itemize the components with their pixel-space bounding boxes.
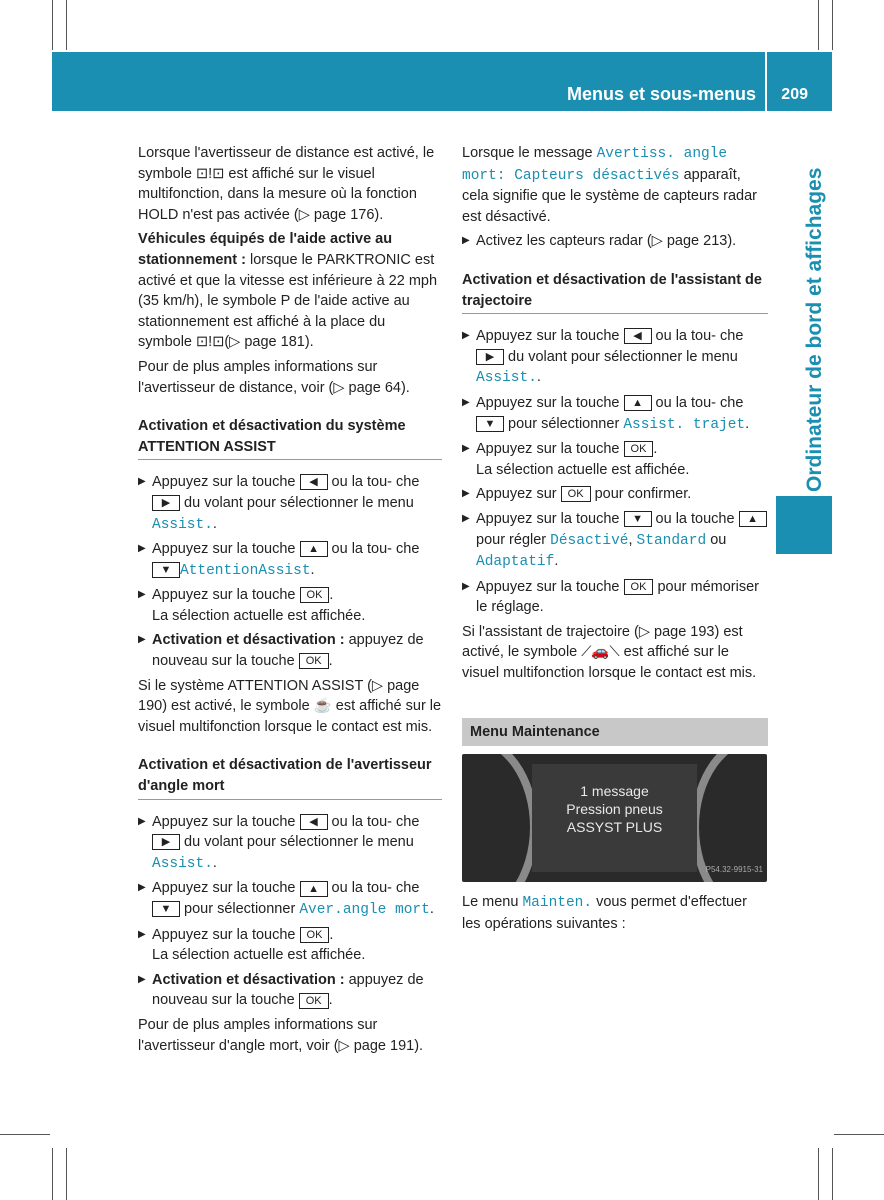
text: Appuyez sur la touche <box>152 926 296 943</box>
list-item: ▶ Appuyez sur la touche ◀ ou la tou- che ▶ du volant pour sélectionner le menu Assist.. <box>138 812 442 875</box>
text: che <box>396 813 420 830</box>
paragraph-text: lorsque le PARKTRONIC est activé et que la vitesse est inférieure à 22 mph (35 km/h), le symbole P de l'aide active au stationnement est affiché à la place du symbole ⊡!⊡(▷ page 181). <box>138 251 438 351</box>
key-up-icon: ▲ <box>300 881 328 897</box>
key-ok-icon: OK <box>561 486 591 502</box>
section-heading: Activation et désactivation de l'avertisseur d'angle mort <box>138 755 442 799</box>
text: pour confirmer. <box>594 486 692 503</box>
menu-name: Assist. trajet <box>623 416 746 433</box>
text: appuyez de nouveau sur la touche <box>152 971 424 1009</box>
text: La sélection actuelle est affichée. <box>152 607 366 624</box>
section-heading: Activation et désactivation de l'assistant de trajectoire <box>462 270 768 314</box>
left-column <box>138 143 442 1060</box>
text: Lorsque le message <box>462 145 597 161</box>
text: che <box>720 328 744 345</box>
instrument-cluster-image <box>462 754 767 882</box>
key-ok-icon: OK <box>300 587 330 603</box>
list-item: ▶ Appuyez sur la touche ▲ ou la tou- che ▼ AttentionAssist. <box>138 539 442 581</box>
text: Appuyez sur la touche <box>476 328 620 345</box>
text: ou la tou- <box>331 813 393 830</box>
text: Appuyez sur la touche <box>476 394 620 411</box>
text: Appuyez sur la touche <box>152 474 296 491</box>
text: Appuyez sur la touche <box>152 880 296 897</box>
text: Appuyez sur la touche <box>476 578 620 595</box>
menu-name: Assist. <box>476 370 537 387</box>
menu-name: AttentionAssist <box>180 562 311 579</box>
text: ou la touche <box>655 510 735 527</box>
option-name: Désactivé <box>550 532 629 549</box>
text: vous permet d'effectuer les opérations suivantes : <box>462 894 747 932</box>
key-left-icon: ◀ <box>624 328 652 344</box>
bold-lead: Véhicules équipés de l'aide active au stationnement : <box>138 231 393 268</box>
header-title: Menus et sous-menus <box>566 84 756 104</box>
crop-mark <box>66 0 67 50</box>
key-up-icon: ▲ <box>739 511 767 527</box>
key-up-icon: ▲ <box>300 541 328 557</box>
paragraph: Pour de plus amples informations sur l'avertisseur d'angle mort, voir (▷ page 191). <box>138 1016 424 1054</box>
text: che <box>720 394 744 411</box>
key-ok-icon: OK <box>300 927 330 943</box>
text: pour régler <box>476 531 547 548</box>
text: Appuyez sur la touche <box>152 541 296 558</box>
bold-lead: Activation et désactivation : <box>152 971 345 988</box>
list-item: ▶ Appuyez sur la touche OK . La sélection actuelle est affichée. <box>138 585 442 626</box>
key-ok-icon: OK <box>624 441 654 457</box>
crop-mark <box>66 1148 67 1200</box>
list-item <box>462 484 768 505</box>
side-tab-label: Ordinateur de bord et affichages <box>803 167 826 492</box>
list-item: ▶ Appuyez sur la touche ◀ ou la tou- che ▶ du volant pour sélectionner le menu Assist.. <box>138 472 442 535</box>
text: Appuyez sur la touche <box>152 813 296 830</box>
text: ou la tou- <box>331 880 393 897</box>
text: ou la tou- <box>331 541 393 558</box>
crop-mark <box>832 1148 833 1200</box>
crop-mark <box>52 0 53 50</box>
text: ou <box>710 531 727 548</box>
list-item: ▶ Activation et désactivation : appuyez de nouveau sur la touche OK . <box>138 630 442 671</box>
paragraph: Pour de plus amples informations sur l'avertisseur de distance, voir (▷ page 64). <box>138 358 410 396</box>
key-down-icon: ▼ <box>152 562 180 578</box>
text: du volant pour sélectionner le menu <box>184 834 414 851</box>
list-item: ▶ Appuyez sur la touche ▼ ou la touche ▲ pour régler Désactivé, Standard ou Adaptatif. <box>462 509 768 573</box>
text: La sélection actuelle est affichée. <box>476 461 690 478</box>
page-number: 209 <box>781 86 808 103</box>
paragraph: Lorsque l'avertisseur de distance est activé, le symbole ⊡!⊡ est affiché sur le visuel multifonction, dans la mesure où la fonction HOLD n'est pas activée (▷ page 176). <box>138 145 435 223</box>
option-name: Adaptatif <box>476 554 555 571</box>
header-divider <box>765 52 767 111</box>
key-right-icon: ▶ <box>152 495 180 511</box>
key-down-icon: ▼ <box>152 901 180 917</box>
key-ok-icon: OK <box>624 579 654 595</box>
left-gauge <box>462 754 538 882</box>
paragraph <box>138 229 442 353</box>
crop-mark <box>832 0 833 50</box>
page-header <box>52 52 832 111</box>
paragraph <box>462 892 768 934</box>
key-ok-icon: OK <box>299 993 329 1009</box>
section-box-title: Menu Maintenance <box>462 718 768 747</box>
side-tab-marker <box>776 496 832 554</box>
list-item: ▶ Appuyez sur la touche ▲ ou la tou- che ▼ pour sélectionner Aver.angle mort. <box>138 878 442 920</box>
crop-mark <box>818 0 819 50</box>
text: Appuyez sur la touche <box>152 587 296 604</box>
menu-name: Assist. <box>152 855 213 872</box>
text: pour sélectionner <box>184 901 296 917</box>
screen-line: Pression pneus <box>566 801 663 818</box>
message-name: Avertiss. angle mort: Capteurs désactivés <box>462 146 728 184</box>
text: du volant pour sélectionner le menu <box>508 348 738 365</box>
text: ou la tou- <box>655 394 717 411</box>
key-up-icon: ▲ <box>624 395 652 411</box>
key-ok-icon: OK <box>299 653 329 669</box>
list-item: ▶ Activez les capteurs radar (▷ page 213). <box>462 231 768 252</box>
text: ou la tou- <box>655 328 717 345</box>
key-left-icon: ◀ <box>300 814 328 830</box>
crop-mark <box>818 1148 819 1200</box>
text: che <box>396 880 420 897</box>
list-item: ▶ Appuyez sur la touche OK . La sélection actuelle est affichée. <box>462 439 768 480</box>
image-reference: P54.32-9915-31 <box>705 864 763 874</box>
text: che <box>396 474 420 491</box>
text: La sélection actuelle est affichée. <box>152 947 366 964</box>
right-column <box>462 143 768 938</box>
menu-name: Aver.angle mort <box>299 902 430 918</box>
screen-line: ASSYST PLUS <box>566 819 663 836</box>
key-right-icon: ▶ <box>476 349 504 365</box>
text: pour mémoriser le réglage. <box>476 578 759 616</box>
key-right-icon: ▶ <box>152 834 180 850</box>
crop-mark <box>834 1134 884 1135</box>
text: du volant pour sélectionner le menu <box>184 494 414 511</box>
text: Appuyez sur la touche <box>476 441 620 458</box>
key-down-icon: ▼ <box>624 511 652 527</box>
list-item <box>462 577 768 618</box>
display-screen <box>532 764 697 872</box>
paragraph <box>462 143 768 227</box>
side-tab <box>775 112 832 512</box>
list-item: ▶ Appuyez sur la touche ▲ ou la tou- che ▼ pour sélectionner Assist. trajet. <box>462 393 768 435</box>
text: Appuyez sur <box>476 486 557 503</box>
paragraph: Si l'assistant de trajectoire (▷ page 193) est activé, le symbole ⟋🚗⟍ est affiché sur le visuel multifonction lorsque le contact est mis. <box>462 623 757 682</box>
text: appuyez de nouveau sur la touche <box>152 632 424 670</box>
menu-name: Assist. <box>152 516 213 533</box>
text: pour sélectionner <box>508 415 620 432</box>
list-item: ▶ Appuyez sur la touche ◀ ou la tou- che ▶ du volant pour sélectionner le menu Assist.. <box>462 326 768 389</box>
paragraph: Si le système ATTENTION ASSIST (▷ page 190) est activé, le symbole ☕ est affiché sur le visuel multifonction lorsque le contact est mis. <box>138 677 442 735</box>
text: ou la tou- <box>331 474 393 491</box>
menu-name: Mainten. <box>522 895 593 912</box>
text: che <box>396 541 420 558</box>
crop-mark <box>52 1148 53 1200</box>
screen-line: 1 message <box>580 783 649 800</box>
text: Le menu <box>462 894 523 911</box>
option-name: Standard <box>636 532 707 549</box>
bold-lead: Activation et désactivation : <box>152 632 345 649</box>
text: apparaît, cela signifie que le système de capteurs radar est désactivé. <box>462 166 757 225</box>
list-item: ▶ Appuyez sur la touche OK . La sélection actuelle est affichée. <box>138 925 442 966</box>
crop-mark <box>0 1134 50 1135</box>
key-down-icon: ▼ <box>476 416 504 432</box>
section-heading: Activation et désactivation du système ATTENTION ASSIST <box>138 416 442 460</box>
list-item: ▶ Activation et désactivation : appuyez de nouveau sur la touche OK . <box>138 970 442 1011</box>
text: Appuyez sur la touche <box>476 510 620 527</box>
key-left-icon: ◀ <box>300 474 328 490</box>
